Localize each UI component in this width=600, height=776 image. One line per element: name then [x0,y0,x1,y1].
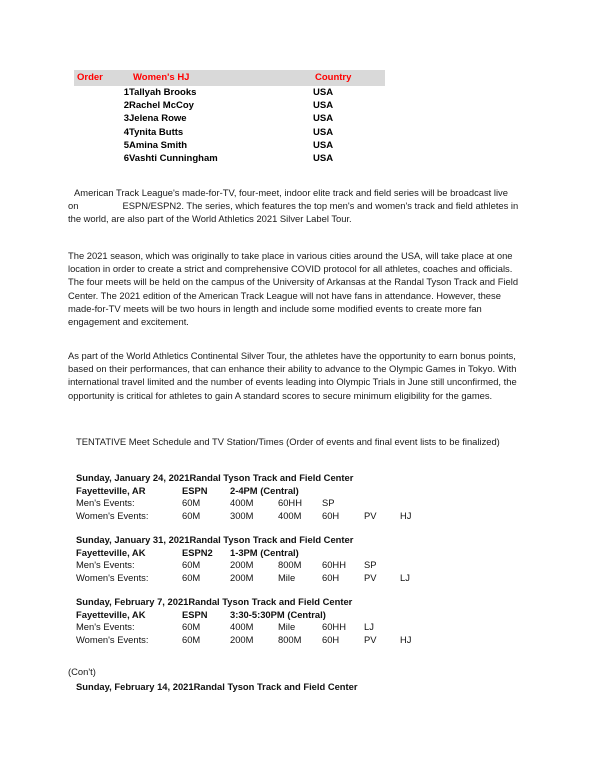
womens-event-item: 60H [322,509,340,521]
womens-events-label: Women's Events: [76,509,149,521]
schedule-date-venue-line [76,596,496,609]
womens-event-item: 200M [230,571,254,583]
womens-event-item: 300M [230,509,254,521]
table-row [74,112,385,125]
schedule-mens-events-line [76,559,496,572]
mens-event-item: 60HH [278,497,302,509]
mens-event-item: SP [322,497,335,509]
schedule-venue: Randal Tyson Track and Field Center [189,534,354,545]
cell-country: USA [313,100,334,112]
schedule-block-meet-2 [76,534,496,584]
paragraph-intro-text-b: ESPN/ESPN2. The series, which features the top men's and women's track and field athletes in the world, are also part of the World Athletics 2021 Silver Label Tour. [68,200,519,225]
paragraph-intro [68,186,520,226]
table-row [74,139,385,152]
womens-event-item: 60M [182,509,201,521]
womens-event-item: 800M [278,633,302,645]
cell-order: 2 [123,100,129,112]
mens-event-item: SP [364,559,377,571]
table-row [74,126,385,139]
schedule-network: ESPN [182,484,208,496]
mens-event-item: Mile [278,621,296,633]
table-row [74,152,385,165]
roster-table-head [74,70,385,86]
schedule-time: 1-3PM (Central) [230,546,299,558]
womens-event-item: 60H [322,571,340,583]
mens-events-label: Men's Events: [76,621,135,633]
cell-order: 3 [123,113,129,125]
mens-event-item: 60HH [322,559,346,571]
schedule-city: Fayetteville, AK [76,546,146,558]
schedule-date-venue-line [76,681,496,694]
cell-athlete-name: Tallyah Brooks [129,87,197,98]
continued-marker: (Con't) [68,666,96,677]
schedule-womens-events-line [76,510,496,523]
schedule-date: Sunday, February 14, 2021 [76,681,194,692]
schedule-city-network-line [76,547,496,560]
schedule-venue: Randal Tyson Track and Field Center [189,472,354,483]
schedule-city: Fayetteville, AK [76,608,146,620]
roster-table-body [74,86,385,165]
schedule-venue: Randal Tyson Track and Field Center [193,681,358,692]
tentative-schedule-heading-text: TENTATIVE Meet Schedule and TV Station/Times (Order of events and final event lists to be finalized) [76,436,500,447]
womens-event-item: PV [364,633,377,645]
cell-country: USA [313,87,334,98]
mens-event-item: 60M [182,559,201,571]
schedule-city: Fayetteville, AR [76,484,146,496]
womens-event-item: LJ [400,571,410,583]
schedule-time: 2-4PM (Central) [230,484,299,496]
womens-hj-roster [74,70,376,165]
womens-event-item: PV [364,571,377,583]
schedule-block-meet-3 [76,596,496,646]
schedule-mens-events-line [76,621,496,634]
mens-event-item: LJ [364,621,374,633]
schedule-network: ESPN2 [182,546,213,558]
womens-event-item: Mile [278,571,296,583]
cell-athlete-name: Rachel McCoy [129,100,194,112]
schedule-date: Sunday, February 7, 2021 [76,596,189,607]
mens-event-item: 60M [182,621,201,633]
womens-event-item: 60M [182,633,201,645]
mens-event-item: 400M [230,497,254,509]
schedule-city-network-line [76,485,496,498]
paragraph-season: The 2021 season, which was originally to take place in various cities around the USA, will take place at one location in order to create a strict and comprehensive COVID protocol for all athletes, coaches and officials. The four meets will be held on the campus of the University of Arkansas at the Randal Tyson Track and Field Center. The 2021 edition of the American Track League will not have fans in attendance. However, these made-for-TV meets will be two hours in length and include some modified events to create more fan engagement and excitement. [68,250,519,328]
column-header-country: Country [315,72,352,83]
paragraph-intro-text-a: American Track League's made-for-TV, four-meet, indoor elite track and field series will be broadcast live on [68,187,508,212]
column-header-order: Order [77,72,103,83]
schedule-date: Sunday, January 31, 2021 [76,534,190,545]
schedule-date-venue-line [76,472,496,485]
womens-event-item: HJ [400,633,412,645]
schedule-network: ESPN [182,608,208,620]
womens-events-label: Women's Events: [76,571,149,583]
cell-order: 4 [123,126,129,138]
cell-athlete-name: Jelena Rowe [129,113,187,125]
schedule-womens-events-line [76,634,496,647]
schedule-block-meet-1 [76,472,496,522]
cell-country: USA [313,153,334,165]
mens-event-item: 60M [182,497,201,509]
cell-athlete-name: Amina Smith [129,139,188,151]
womens-event-item: 200M [230,633,254,645]
womens-event-item: PV [364,509,377,521]
table-header-row [74,70,385,86]
schedule-city-network-line [76,609,496,622]
schedule-mens-events-line [76,497,496,510]
column-header-event: Women's HJ [133,72,190,83]
cell-athlete-name: Vashti Cunningham [129,153,218,165]
cell-country: USA [313,113,334,125]
womens-event-item: 60H [322,633,340,645]
tentative-schedule-heading [68,435,518,449]
mens-event-item: 200M [230,559,254,571]
schedule-block-meet-4 [76,681,496,694]
cell-country: USA [313,139,334,151]
womens-event-item: HJ [400,509,412,521]
roster-table [74,70,385,165]
schedule-venue: Randal Tyson Track and Field Center [188,596,353,607]
cell-athlete-name: Tynita Butts [129,126,184,138]
schedule-date: Sunday, January 24, 2021 [76,472,190,483]
schedule-womens-events-line [76,572,496,585]
cell-country: USA [313,126,334,138]
womens-events-label: Women's Events: [76,633,149,645]
schedule-date-venue-line [76,534,496,547]
womens-event-item: 400M [278,509,302,521]
table-row [74,86,385,99]
schedule-time: 3:30-5:30PM (Central) [230,608,326,620]
womens-event-item: 60M [182,571,201,583]
cell-order: 6 [123,153,129,165]
mens-events-label: Men's Events: [76,559,135,571]
mens-events-label: Men's Events: [76,497,135,509]
mens-event-item: 800M [278,559,302,571]
mens-event-item: 400M [230,621,254,633]
cell-order: 5 [123,139,129,151]
table-row [74,99,385,112]
mens-event-item: 60HH [322,621,346,633]
paragraph-silver-tour: As part of the World Athletics Continental Silver Tour, the athletes have the opportunity to earn bonus points, based on their performances, that can enhance their ability to advance to the Olympic Games in Tokyo. With international travel limited and the number of events leading into Olympic Trials in June still unconfirmed, the opportunity is critical for athletes to gain A standard scores to secure minimum eligibility for the games. [68,350,517,401]
cell-order: 1 [123,87,129,98]
